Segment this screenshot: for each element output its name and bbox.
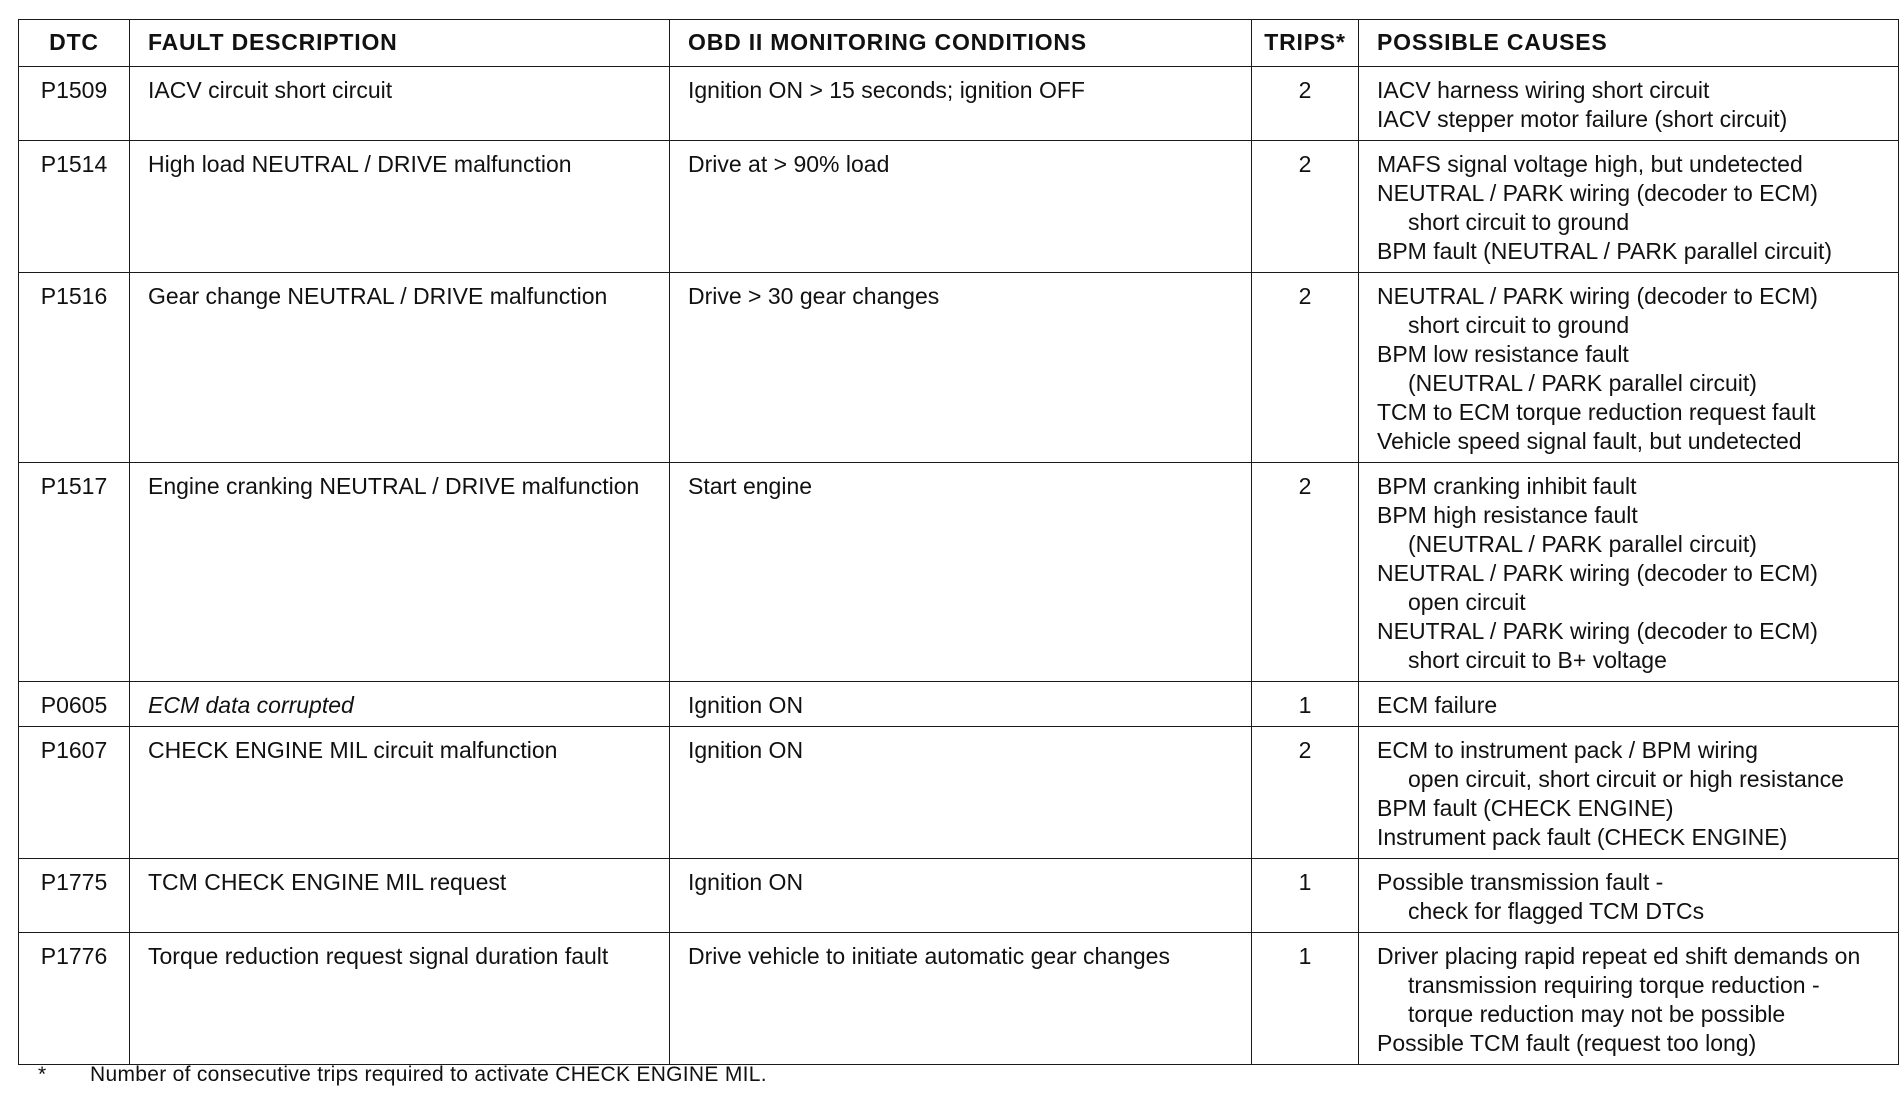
monitoring-conditions-cell: Drive vehicle to initiate automatic gear changes bbox=[670, 933, 1252, 1065]
monitoring-conditions-cell: Ignition ON bbox=[670, 727, 1252, 859]
cause-line: BPM low resistance fault bbox=[1377, 341, 1629, 367]
fault-description-cell: CHECK ENGINE MIL circuit malfunction bbox=[130, 727, 670, 859]
table-row bbox=[19, 859, 1899, 933]
monitoring-conditions-cell: Start engine bbox=[670, 463, 1252, 682]
dtc-code-cell: P1509 bbox=[19, 67, 130, 141]
possible-causes-cell bbox=[1359, 682, 1899, 727]
table-row bbox=[19, 463, 1899, 682]
fault-description-cell: Torque reduction request signal duration fault bbox=[130, 933, 670, 1065]
cause-line: Possible transmission fault - bbox=[1377, 869, 1664, 895]
possible-causes-cell bbox=[1359, 141, 1899, 273]
trips-cell: 2 bbox=[1252, 273, 1359, 463]
dtc-table bbox=[18, 19, 1899, 1065]
fault-description-cell: Gear change NEUTRAL / DRIVE malfunction bbox=[130, 273, 670, 463]
cause-line: ECM to instrument pack / BPM wiring bbox=[1377, 737, 1758, 763]
dtc-code-cell: P1517 bbox=[19, 463, 130, 682]
possible-causes-cell bbox=[1359, 727, 1899, 859]
cause-line: open circuit, short circuit or high resistance bbox=[1408, 766, 1844, 792]
table-row bbox=[19, 682, 1899, 727]
cause-line: transmission requiring torque reduction - bbox=[1408, 972, 1820, 998]
table-body bbox=[19, 67, 1899, 1065]
table-row bbox=[19, 67, 1899, 141]
header-trips: TRIPS* bbox=[1252, 20, 1359, 67]
cause-line: MAFS signal voltage high, but undetected bbox=[1377, 151, 1803, 177]
dtc-code-cell: P1776 bbox=[19, 933, 130, 1065]
cause-line: IACV stepper motor failure (short circuit) bbox=[1377, 106, 1788, 132]
trips-cell: 2 bbox=[1252, 727, 1359, 859]
cause-line: Driver placing rapid repeat ed shift demands on bbox=[1377, 943, 1861, 969]
dtc-code-cell: P1775 bbox=[19, 859, 130, 933]
cause-line: short circuit to ground bbox=[1408, 209, 1630, 235]
cause-line: NEUTRAL / PARK wiring (decoder to ECM) bbox=[1377, 560, 1818, 586]
possible-causes-cell bbox=[1359, 463, 1899, 682]
dtc-code-cell: P0605 bbox=[19, 682, 130, 727]
footnote-text: Number of consecutive trips required to activate CHECK ENGINE MIL. bbox=[90, 1063, 767, 1086]
cause-line: short circuit to ground bbox=[1408, 312, 1630, 338]
cause-line: IACV harness wiring short circuit bbox=[1377, 77, 1710, 103]
header-fault-description: FAULT DESCRIPTION bbox=[130, 20, 670, 67]
cause-line: ECM failure bbox=[1377, 692, 1498, 718]
cause-line: check for flagged TCM DTCs bbox=[1408, 898, 1705, 924]
cause-line: BPM high resistance fault bbox=[1377, 502, 1638, 528]
monitoring-conditions-cell: Ignition ON > 15 seconds; ignition OFF bbox=[670, 67, 1252, 141]
cause-line: torque reduction may not be possible bbox=[1408, 1001, 1786, 1027]
trips-cell: 2 bbox=[1252, 463, 1359, 682]
monitoring-conditions-cell: Ignition ON bbox=[670, 682, 1252, 727]
cause-line: BPM fault (CHECK ENGINE) bbox=[1377, 795, 1674, 821]
header-obd-suffix: MONITORING CONDITIONS bbox=[763, 29, 1087, 55]
dtc-code-cell: P1516 bbox=[19, 273, 130, 463]
cause-line: (NEUTRAL / PARK parallel circuit) bbox=[1408, 531, 1757, 557]
header-obd-prefix: OBD bbox=[688, 29, 749, 55]
fault-description-cell: IACV circuit short circuit bbox=[130, 67, 670, 141]
fault-description-cell: ECM data corrupted bbox=[130, 682, 670, 727]
header-obd-numeral: II bbox=[748, 29, 764, 55]
cause-line: BPM cranking inhibit fault bbox=[1377, 473, 1637, 499]
cause-line: TCM to ECM torque reduction request fault bbox=[1377, 399, 1816, 425]
cause-line: Vehicle speed signal fault, but undetected bbox=[1377, 428, 1802, 454]
table-row bbox=[19, 727, 1899, 859]
possible-causes-cell bbox=[1359, 859, 1899, 933]
cause-line: NEUTRAL / PARK wiring (decoder to ECM) bbox=[1377, 180, 1818, 206]
cause-line: short circuit to B+ voltage bbox=[1408, 647, 1667, 673]
cause-line: open circuit bbox=[1408, 589, 1526, 615]
dtc-code-cell: P1514 bbox=[19, 141, 130, 273]
fault-description-cell: High load NEUTRAL / DRIVE malfunction bbox=[130, 141, 670, 273]
table-header-row bbox=[19, 20, 1899, 67]
fault-description-cell: TCM CHECK ENGINE MIL request bbox=[130, 859, 670, 933]
footnote bbox=[38, 1061, 767, 1089]
dtc-code-cell: P1607 bbox=[19, 727, 130, 859]
trips-cell: 1 bbox=[1252, 859, 1359, 933]
possible-causes-cell bbox=[1359, 67, 1899, 141]
fault-description-cell: Engine cranking NEUTRAL / DRIVE malfunction bbox=[130, 463, 670, 682]
monitoring-conditions-cell: Ignition ON bbox=[670, 859, 1252, 933]
cause-line: NEUTRAL / PARK wiring (decoder to ECM) bbox=[1377, 283, 1818, 309]
header-possible-causes: POSSIBLE CAUSES bbox=[1359, 20, 1899, 67]
trips-cell: 1 bbox=[1252, 933, 1359, 1065]
cause-line: (NEUTRAL / PARK parallel circuit) bbox=[1408, 370, 1757, 396]
trips-cell: 1 bbox=[1252, 682, 1359, 727]
cause-line: BPM fault (NEUTRAL / PARK parallel circuit) bbox=[1377, 238, 1833, 264]
cause-line: NEUTRAL / PARK wiring (decoder to ECM) bbox=[1377, 618, 1818, 644]
header-dtc: DTC bbox=[19, 20, 130, 67]
trips-cell: 2 bbox=[1252, 141, 1359, 273]
possible-causes-cell bbox=[1359, 273, 1899, 463]
possible-causes-cell bbox=[1359, 933, 1899, 1065]
table-row bbox=[19, 933, 1899, 1065]
trips-cell: 2 bbox=[1252, 67, 1359, 141]
table-row bbox=[19, 273, 1899, 463]
cause-line: Possible TCM fault (request too long) bbox=[1377, 1030, 1757, 1056]
header-obd-monitoring-conditions bbox=[670, 20, 1252, 67]
table-row bbox=[19, 141, 1899, 273]
monitoring-conditions-cell: Drive at > 90% load bbox=[670, 141, 1252, 273]
cause-line: Instrument pack fault (CHECK ENGINE) bbox=[1377, 824, 1788, 850]
footnote-marker: * bbox=[38, 1063, 47, 1086]
monitoring-conditions-cell: Drive > 30 gear changes bbox=[670, 273, 1252, 463]
